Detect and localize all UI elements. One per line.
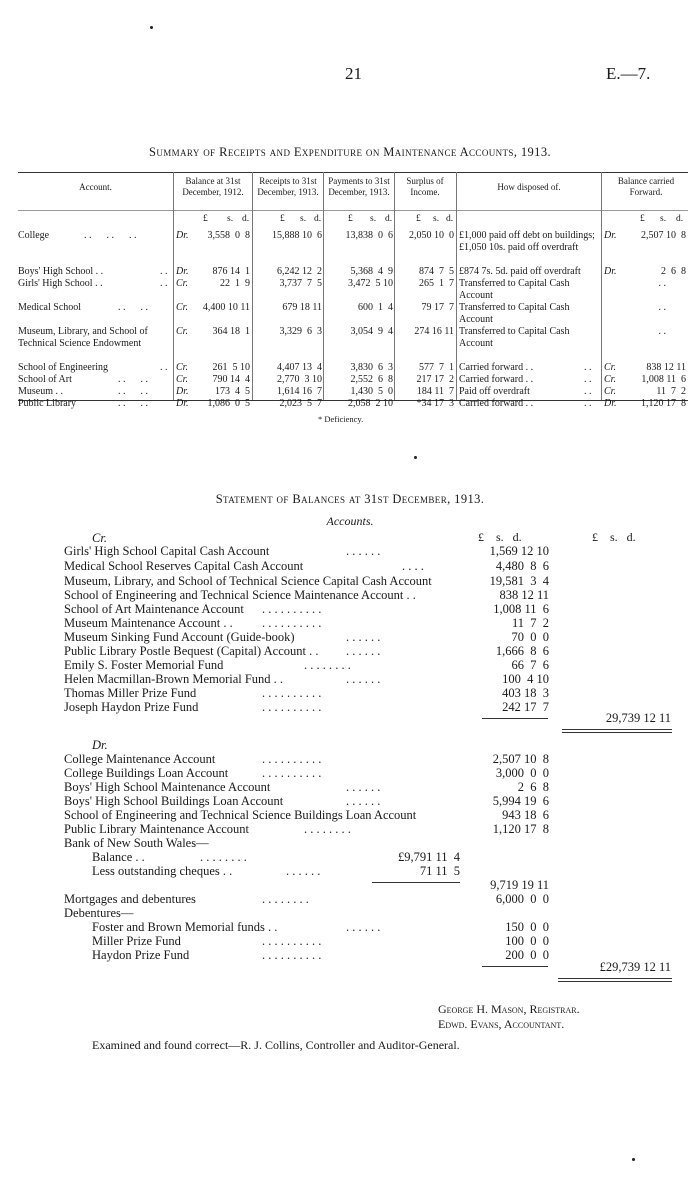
balance-dr-cr: Cr. (176, 302, 188, 313)
balance-dr-cr: Cr. (176, 362, 188, 373)
balance-1912: 790 14 4 (212, 374, 250, 385)
payments: 3,472 5 10 (348, 278, 393, 289)
list-item: Medical School Reserves Capital Cash Account (64, 559, 304, 573)
list-item: School of Engineering and Technical Science Maintenance Account . . (64, 588, 416, 602)
account-name: Museum . . (18, 386, 63, 397)
units-outer-header: £ s. d. (592, 530, 636, 544)
table-row (18, 362, 688, 374)
list-item-amount: 1,569 12 10 (489, 544, 549, 558)
total-rule (562, 729, 672, 730)
list-item: School of Engineering and Technical Science Buildings Loan Account (64, 808, 417, 822)
subtotal-rule (482, 718, 548, 719)
balance-forward: . . (658, 278, 666, 289)
outstanding-cheques-amount: 71 11 5 (419, 864, 460, 878)
leader-dots: . . . . . . (84, 230, 137, 241)
mortgages-label: Mortgages and debentures (64, 892, 196, 906)
balance-forward: 2 6 8 (661, 266, 686, 277)
bank-balance-amount: £9,791 11 4 (397, 850, 460, 864)
disposition: Transferred to Capital Cash Account (459, 278, 570, 301)
payments: 1,430 5 0 (350, 386, 393, 397)
forward-dr-cr: Cr. (604, 362, 616, 373)
leader-dots: . . . . (118, 374, 148, 385)
unit-pence: d. (676, 214, 684, 224)
list-item-amount: 838 12 11 (499, 588, 549, 602)
list-item-amount: 2,507 10 8 (492, 752, 549, 766)
unit-pence: d. (446, 214, 454, 224)
list-item-amount: 100 4 10 (502, 672, 549, 686)
disposition: Paid off overdraft (459, 386, 530, 397)
leader-dots: . . . . . . . . . . (262, 766, 322, 780)
summary-table (18, 172, 688, 409)
list-item-amount: 1,666 8 6 (495, 644, 549, 658)
list-item-amount: 70 0 0 (511, 630, 549, 644)
list-item-amount: 5,994 19 6 (492, 794, 549, 808)
receipts: 15,888 10 6 (272, 230, 322, 241)
list-item: Joseph Haydon Prize Fund (64, 700, 199, 714)
list-item-amount: 4,480 8 6 (495, 559, 549, 573)
disposition: Carried forward . . (459, 374, 534, 385)
balance-forward: 2,507 10 8 (641, 230, 686, 241)
balance-1912: 4,400 10 11 (202, 302, 250, 313)
list-item: Foster and Brown Memorial funds . . (92, 920, 278, 934)
receipts: 3,329 6 3 (279, 326, 322, 337)
list-item-amount: 66 7 6 (511, 658, 549, 672)
account-name: College (18, 230, 50, 241)
balance-1912: 1,086 0 5 (207, 398, 250, 409)
table-row (18, 398, 688, 410)
accountant-signature: Edwd. Evans, Accountant. (438, 1017, 565, 1031)
unit-pound: £ (348, 214, 353, 224)
disposition: Transferred to Capital Cash Account (459, 302, 570, 325)
payments: 3,830 6 3 (350, 362, 393, 373)
col-header-receipts: Receipts to 31st December, 1913. (257, 176, 319, 197)
disposition: Carried forward . . (459, 362, 534, 373)
list-item: College Maintenance Account (64, 752, 216, 766)
unit-pence: d. (385, 214, 393, 224)
forward-dr-cr: Dr. (604, 230, 617, 241)
list-item: Emily S. Foster Memorial Fund (64, 658, 224, 672)
summary-title: Summary of Receipts and Expenditure on Maintenance Accounts, 1913. (148, 145, 552, 159)
leader-dots: . . . . . . . . (304, 822, 351, 836)
leader-dots: . . (160, 278, 168, 289)
leader-dots: . . . . . . . . . . (262, 752, 322, 766)
payments: 600 1 4 (358, 302, 393, 313)
list-item-amount: 200 0 0 (505, 948, 549, 962)
unit-pence: d. (314, 214, 322, 224)
speck-mark (632, 1158, 635, 1161)
balance-dr-cr: Cr. (176, 326, 188, 337)
balance-dr-cr: Cr. (176, 278, 188, 289)
leader-dots: . . (584, 386, 592, 397)
mortgages-amount: 6,000 0 0 (495, 892, 549, 906)
disposition: Transferred to Capital Cash Account (459, 326, 570, 349)
total-rule (558, 978, 672, 979)
list-item: Museum Maintenance Account . . (64, 616, 233, 630)
units-inner-header: £ s. d. (478, 530, 522, 544)
col-header-balance-1912: Balance at 31st December, 1912. (182, 176, 244, 197)
list-item: Haydon Prize Fund (92, 948, 190, 962)
leader-dots: . . . . . . . . . . (262, 700, 322, 714)
balance-forward: . . (658, 302, 666, 313)
unit-shilling: s. (433, 214, 440, 224)
list-item: Miller Prize Fund (92, 934, 181, 948)
account-name: Public Library (18, 398, 77, 409)
payments: 3,054 9 4 (350, 326, 393, 337)
surplus: 184 11 7 (416, 386, 454, 397)
list-item-amount: 150 0 0 (505, 920, 549, 934)
leader-dots: . . . . . . (346, 794, 381, 808)
leader-dots: . . . . . . (346, 780, 381, 794)
payments: 2,552 6 8 (350, 374, 393, 385)
balance-1912: 261 5 10 (212, 362, 250, 373)
list-item-amount: 1,008 11 6 (493, 602, 549, 616)
table-row (18, 386, 688, 398)
list-item: Museum Sinking Fund Account (Guide-book) (64, 630, 295, 644)
debit-label: Dr. (92, 738, 108, 752)
balance-forward: 11 7 2 (656, 386, 686, 397)
list-item-amount: 100 0 0 (505, 934, 549, 948)
list-item: Museum, Library, and School of Technical Science Capital Cash Account (64, 574, 432, 588)
statement-subtitle: Accounts. (326, 514, 374, 528)
unit-shilling: s. (660, 214, 667, 224)
leader-dots: . . . . (118, 398, 148, 409)
forward-dr-cr: Cr. (604, 386, 616, 397)
surplus: 874 7 5 (419, 266, 454, 277)
surplus: 577 7 1 (419, 362, 454, 373)
list-item-amount: 403 18 3 (502, 686, 549, 700)
bank-net-amount: 9,719 19 11 (490, 878, 549, 892)
leader-dots: . . . . (118, 302, 148, 313)
balance-1912: 173 4 5 (215, 386, 250, 397)
bank-heading: Bank of New South Wales— (64, 836, 209, 850)
balance-forward: 1,008 11 6 (641, 374, 686, 385)
surplus: 265 1 7 (419, 278, 454, 289)
list-item: Girls' High School Capital Cash Account (64, 544, 270, 558)
balance-dr-cr: Dr. (176, 386, 189, 397)
speck-mark (150, 26, 153, 29)
list-item: Thomas Miller Prize Fund (64, 686, 197, 700)
receipts: 2,023 5 7 (279, 398, 322, 409)
list-item: School of Art Maintenance Account (64, 602, 244, 616)
outstanding-cheques-label: Less outstanding cheques . . (92, 864, 233, 878)
col-header-forward: Balance carried Forward. (617, 176, 675, 197)
receipts: 6,242 12 2 (277, 266, 322, 277)
subtotal-rule (482, 966, 548, 967)
total-rule (562, 732, 672, 733)
surplus: 217 17 2 (416, 374, 454, 385)
balance-1912: 876 14 1 (212, 266, 250, 277)
leader-dots: . . . . . . . . (304, 658, 351, 672)
list-item: Public Library Postle Bequest (Capital) Account . . (64, 644, 319, 658)
leader-dots: . . . . . . . . . . (262, 934, 322, 948)
list-item: Public Library Maintenance Account (64, 822, 250, 836)
account-name: Museum, Library, and School of Technical Science Endowment (18, 326, 148, 349)
leader-dots: . . . . . . . . (200, 850, 247, 864)
forward-dr-cr: Dr. (604, 266, 617, 277)
leader-dots: . . . . . . . . . . (262, 686, 322, 700)
leader-dots: . . . . . . . . (262, 892, 309, 906)
balance-dr-cr: Dr. (176, 266, 189, 277)
receipts: 3,737 7 5 (279, 278, 322, 289)
unit-pound: £ (416, 214, 421, 224)
disposition: Carried forward . . (459, 398, 534, 409)
leader-dots: . . . . . . (346, 544, 381, 558)
receipts: 679 18 11 (282, 302, 322, 313)
leader-dots: . . . . (402, 559, 424, 573)
page-number: 21 (345, 64, 362, 83)
credit-label: Cr. (92, 531, 107, 545)
payments: 13,838 0 6 (345, 230, 393, 241)
leader-dots: . . . . . . (286, 864, 321, 878)
forward-dr-cr: Cr. (604, 374, 616, 385)
leader-dots: . . . . . . . . . . (262, 602, 322, 616)
col-header-disposed: How disposed of. (497, 182, 561, 192)
deficiency-footnote: * Deficiency. (318, 414, 364, 424)
leader-dots: . . . . . . (346, 672, 381, 686)
list-item: Boys' High School Maintenance Account (64, 780, 271, 794)
disposition: £874 7s. 5d. paid off overdraft (459, 266, 581, 277)
balance-forward: . . (658, 326, 666, 337)
surplus: *34 17 3 (416, 398, 454, 409)
table-row (18, 302, 688, 325)
leader-dots: . . . . . . (346, 630, 381, 644)
debentures-heading: Debentures— (64, 906, 134, 920)
list-item-amount: 943 18 6 (502, 808, 549, 822)
table-row (18, 374, 688, 386)
registrar-signature: George H. Mason, Registrar. (438, 1002, 580, 1016)
surplus: 274 16 11 (414, 326, 454, 337)
list-item: Helen Macmillan-Brown Memorial Fund . . (64, 672, 284, 686)
statement-title: Statement of Balances at 31st December, 1913. (215, 492, 485, 506)
list-item: Boys' High School Buildings Loan Account (64, 794, 284, 808)
account-name: Medical School (18, 302, 82, 313)
debit-total: £29,739 12 11 (599, 960, 671, 974)
list-item-amount: 242 17 7 (502, 700, 549, 714)
list-item: College Buildings Loan Account (64, 766, 229, 780)
receipts: 4,407 13 4 (277, 362, 322, 373)
balance-forward: 838 12 11 (646, 362, 686, 373)
auditor-statement: Examined and found correct—R. J. Collins, Controller and Auditor-General. (92, 1038, 460, 1052)
balance-dr-cr: Dr. (176, 230, 189, 241)
table-row (18, 326, 688, 349)
leader-dots: . . (160, 362, 168, 373)
leader-dots: . . . . (118, 386, 148, 397)
table-row (18, 266, 688, 278)
unit-pence: d. (242, 214, 250, 224)
list-item-amount: 19,581 3 4 (489, 574, 549, 588)
total-rule (558, 981, 672, 982)
leader-dots: . . (584, 374, 592, 385)
payments: 2,058 2 10 (348, 398, 393, 409)
leader-dots: . . (160, 266, 168, 277)
account-name: Boys' High School . . (18, 266, 104, 277)
table-row (18, 230, 688, 253)
account-name: Girls' High School . . (18, 278, 103, 289)
list-item-amount: 2 6 8 (517, 780, 549, 794)
balance-1912: 22 1 9 (220, 278, 250, 289)
receipts: 1,614 16 7 (277, 386, 322, 397)
unit-pound: £ (640, 214, 645, 224)
account-name: School of Engineering (18, 362, 108, 373)
leader-dots: . . . . . . (346, 644, 381, 658)
balance-forward: 1,120 17 8 (641, 398, 686, 409)
leader-dots: . . . . . . . . . . (262, 948, 322, 962)
unit-pound: £ (280, 214, 285, 224)
col-header-payments: Payments to 31st December, 1913. (328, 176, 390, 197)
list-item-amount: 1,120 17 8 (492, 822, 549, 836)
account-name: School of Art (18, 374, 72, 385)
subtotal-rule (372, 882, 460, 883)
leader-dots: . . . . . . . . . . (262, 616, 322, 630)
balance-dr-cr: Cr. (176, 374, 188, 385)
bank-balance-label: Balance . . (92, 850, 145, 864)
page-reference: E.—7. (606, 64, 651, 83)
credit-total: 29,739 12 11 (605, 711, 671, 725)
unit-shilling: s. (300, 214, 307, 224)
balance-1912: 364 18 1 (212, 326, 250, 337)
receipts: 2,770 3 10 (277, 374, 322, 385)
surplus: 79 17 7 (421, 302, 454, 313)
unit-shilling: s. (227, 214, 234, 224)
forward-dr-cr: Dr. (604, 398, 617, 409)
unit-shilling: s. (370, 214, 377, 224)
leader-dots: . . (584, 398, 592, 409)
balance-1912: 3,558 0 8 (207, 230, 250, 241)
leader-dots: . . (584, 362, 592, 373)
list-item-amount: 3,000 0 0 (495, 766, 549, 780)
col-header-account: Account. (79, 182, 112, 192)
unit-pound: £ (203, 214, 208, 224)
surplus: 2,050 10 0 (409, 230, 454, 241)
speck-mark (414, 456, 417, 459)
payments: 5,368 4 9 (350, 266, 393, 277)
list-item-amount: 11 7 2 (511, 616, 549, 630)
disposition: £1,000 paid off debt on buildings; £1,050 10s. paid off overdraft (459, 230, 595, 253)
table-row (18, 278, 688, 301)
balance-dr-cr: Dr. (176, 398, 189, 409)
leader-dots: . . . . . . (346, 920, 381, 934)
col-header-surplus: Surplus of Income. (406, 176, 444, 197)
